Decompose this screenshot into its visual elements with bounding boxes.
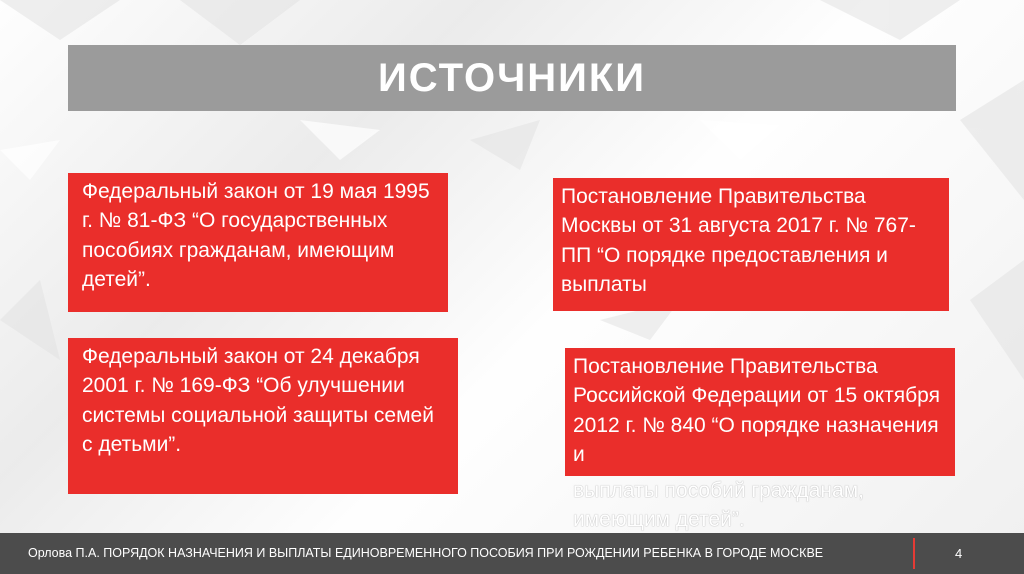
source-card-4-overflow-text: выплаты пособий гражданам, имеющим детей”. [573, 479, 864, 532]
footer-divider [913, 538, 915, 569]
title-bar [68, 45, 956, 111]
page-title: ИСТОЧНИКИ [377, 55, 647, 100]
source-card-text: Постановление Правительства Москвы от 31 августа 2017 г. № 767-ПП “О порядке предоставления и выплаты [561, 185, 916, 297]
source-card-3 [68, 338, 458, 494]
source-card-4 [565, 348, 955, 476]
source-card-text: Федеральный закон от 24 декабря 2001 г. № 169-ФЗ “Об улучшении системы социальной защиты семей с детьми”. [82, 345, 434, 457]
source-card-text: Постановление Правительства Российской Федерации от 15 октября 2012 г. № 840 “О порядке назначения и [573, 355, 940, 467]
footer-text: Орлова П.А. ПОРЯДОК НАЗНАЧЕНИЯ И ВЫПЛАТЫ ЕДИНОВРЕМЕННОГО ПОСОБИЯ ПРИ РОЖДЕНИИ РЕБЕНКА В ГОРОДЕ МОСКВЕ [28, 546, 824, 560]
source-card-text: Федеральный закон от 19 мая 1995 г. № 81-ФЗ “О государственных пособиях гражданам, имеющим детей”. [82, 180, 430, 292]
footer-bar [0, 533, 1024, 574]
source-card-2 [553, 178, 949, 311]
source-card-1 [68, 173, 448, 312]
page-number: 4 [955, 546, 963, 561]
